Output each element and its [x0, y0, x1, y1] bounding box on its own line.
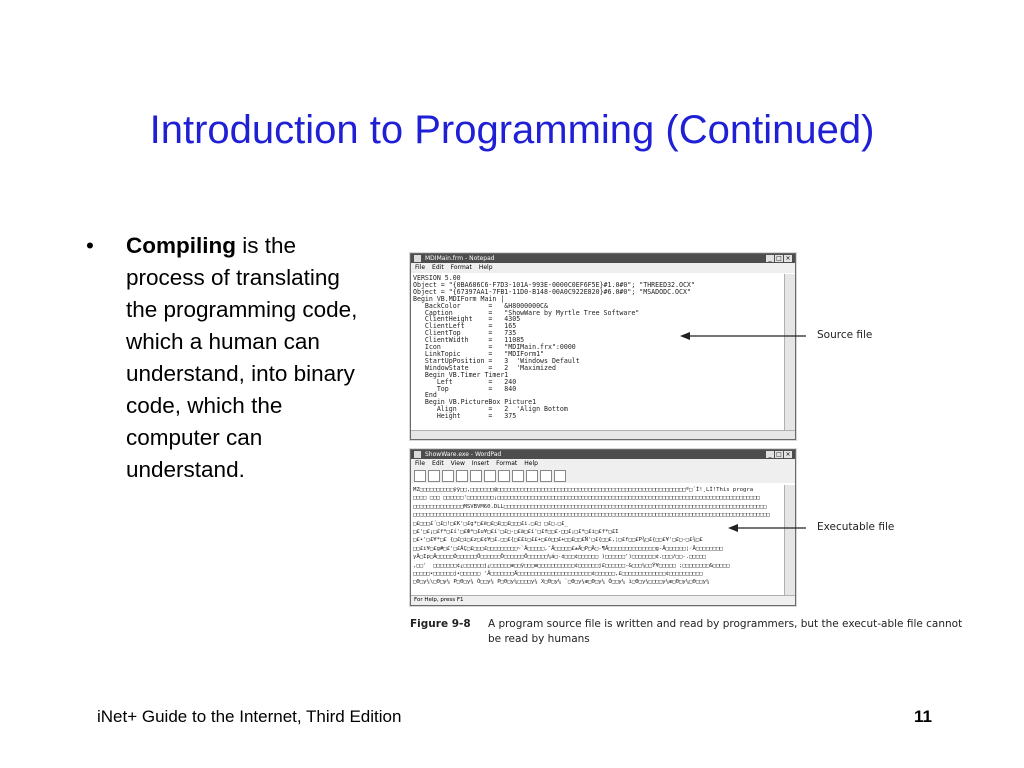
binary-line: □£'□£¡□£f*□£í'□£Ф*□£u¥□£í'□£□-□£ä□£í'□£f□□£-□□£¡□£*□£i□£f*□£I [413, 529, 619, 536]
source-code-line: Begin VB.MDIForm Main | [413, 294, 505, 303]
menu-help[interactable]: Help [524, 460, 538, 467]
menu-file[interactable]: File [415, 460, 426, 467]
source-code-line: End [413, 391, 437, 400]
menu-edit[interactable]: Edit [432, 460, 444, 467]
source-code-line: WindowState = 2 'Maximized [413, 363, 556, 372]
wordpad-status-bar: For Help, press F1 [411, 595, 795, 605]
menu-format[interactable]: Format [450, 264, 472, 271]
binary-line: □£□□□£´□£□!□£K'□£g*□£ë□£□£□□£□□□£i.□£□ □£□.□£_ [413, 520, 568, 527]
menu-help[interactable]: Help [478, 264, 493, 271]
binary-line: □£•'□£¥*□£ {□£□i□£z□£¢¥□£.□□£{□££i□££+□£ó□□£+□□£□□£Ñ'□£{□□£,¦□£f□□£P¾□£{□□£¥'□£□-□£¾□£ [413, 537, 703, 544]
source-code-line: Left = 240 [413, 377, 517, 386]
notepad-title: MDIMain.frm - Notepad [425, 255, 495, 262]
source-code-line: Begin VB.Timer Timer1 [413, 370, 509, 379]
source-code-line: ClientLeft = 165 [413, 322, 517, 331]
source-code-line: StartUpPosition = 3 'Windows Default [413, 356, 580, 365]
source-code-line: Top = 840 [413, 384, 517, 393]
menu-view[interactable]: View [450, 460, 465, 467]
source-code-line: ClientTop = 735 [413, 329, 517, 338]
bullet-symbol: • [86, 233, 94, 258]
bullet-term: Compiling [126, 233, 236, 258]
binary-line: □□□□□□□□□□□□□□□MSVBVM60.DLL□□□□□□□□□□□□□□□□□□□□□□□□□□□□□□□□□□□□□□□□□□□□□□□□□□□□□□□□□□□□□□□□□□□□□□□□□□□□□□ [413, 503, 767, 510]
binary-line: □□□□□□□□□□□□□□□□□□□□□□□□□□□□□□□□□□□□□□□□□□□□□□□□□□□□□□□□□□□□□□□□□□□□□□□□□□□□□□□□□□□□□□□□□□□□□□□□□□□□□□□□□□ [413, 512, 770, 519]
binary-line: yÄ□Ip□Ä□□□□□Ó□□□□□□Ö□□□□□□Ö□□□□□□Ö□□□□□□¼á□-¢□□□¢□□□□□□ )□□□□□□')□□□□□□□¢.□□□/□□-.□□□□□ [413, 554, 706, 561]
slide-title: Introduction to Programming (Continued) [149, 108, 875, 152]
footer-text: iNet+ Guide to the Internet, Third Edition [97, 707, 402, 726]
executable-file-callout: Executable file [817, 521, 895, 533]
source-arrowhead-icon [680, 332, 690, 340]
source-code-line: Icon = "MDIMain.frx":0000 [413, 343, 576, 352]
source-code-line: ClientWidth = 11085 [413, 336, 525, 345]
minimize-icon[interactable]: _ [766, 255, 774, 262]
source-code-line: Height = 375 [413, 412, 517, 421]
maximize-icon[interactable]: □ [776, 255, 782, 262]
figure-label: Figure 9-8 [410, 618, 471, 630]
source-file-callout: Source file [817, 329, 873, 341]
source-code-line: ClientHeight = 4305 [413, 315, 521, 324]
source-code-line: Caption = "ShowWare by Myrtle Tree Software" [413, 308, 640, 317]
wordpad-title: ShowWare.exe - WordPad [425, 451, 502, 458]
menu-format[interactable]: Format [496, 460, 518, 467]
menu-insert[interactable]: Insert [471, 460, 490, 467]
binary-line: □□£i¥□£g#□£'□£ÃÇ□£□□□£□□□□□□□□□~`Ä□□□□□,¯Ä□□□□□£±Ä□P□Ä□-¶Ä□□□□□□□□□□□□□□g-Ä□□□□□□¦·Ä□□□□□□□□ [413, 545, 723, 552]
source-code-line: Begin VB.PictureBox Picture1 [413, 398, 537, 407]
binary-line: ,□□' □□□□□□□¢¿□□□□□□j¿□□□□□□æ□□ÿ□□□æ□□□□□□□□□□□¢□□□□□□j£□□□□□□-&□□□¼□□Ý¥□□□□□ ;□□□□□□□□&□□□□□ [413, 562, 730, 569]
binary-line: □□□□ □□□ □□□□□□'□□□□□□□□¡□□□□□□□□□□□□□□□□□□□□□□□□□□□□□□□□□□□□□□□□□□□□□□□□□□□□□□□□□□□□□□□□□□□□□□□□□□□□□□ [413, 495, 760, 502]
source-code-line: Object = "{67397AA1-7FB1-11D0-B148-00A0C922E820}#6.0#0"; "MSADODC.OCX" [413, 287, 691, 296]
figure-caption-text: A program source file is written and read by programmers, but the execut-able file cannot be read by humans [488, 618, 963, 645]
close-icon[interactable]: × [785, 451, 791, 458]
source-code-line: Align = 2 'Align Bottom [413, 405, 568, 414]
bullet-definition: is the process of translating the programming code, which a human can understand, into binary code, which the computer can understand. [126, 233, 358, 482]
executable-arrowhead-icon [728, 524, 738, 532]
source-code-line: Object = "{0BA686C6-F7D3-101A-993E-0000C0EF6F5E}#1.0#0"; "THREED32.OCX" [413, 280, 695, 289]
menu-file[interactable]: File [415, 264, 426, 271]
binary-line: □0□y¼\□0□y¼ P□0□y¼ Ó□□y¼ P□0□y¼□□□□y¼ X□0□y¼ `□0□y¼æ□0□y¼ Ó□□y¼ ì□0□y¼□□□□y¼æ□0□y¼□0□□y¼ [413, 579, 710, 586]
close-icon[interactable]: × [785, 255, 791, 262]
page-number: 11 [914, 707, 932, 726]
menu-edit[interactable]: Edit [432, 264, 444, 271]
maximize-icon[interactable]: □ [776, 451, 782, 458]
binary-line: □□□□□•□□□□□□j•□□□□□□ 'Ä□□□□□□□Ä□□□□□□□□□□□□□□□□□□□□□□¢□□□□□□,£□□□□□□□□□□□□□¢□□□□□□□□□□ [413, 571, 703, 578]
source-code-line: BackColor = &H8000000C& [413, 301, 548, 310]
binary-line: MZ□□□□□□□□□□ÿÿ□□,□□□□□□□@□□□□□□□□□□□□□□□□□□□□□□□□□□□□□□□□□□□□□□□□□□□□□□□□□□□□□□□□º□´Í!¸LÍ!This progra [413, 487, 754, 493]
source-code-line: LinkTopic = "MDIForm1" [413, 349, 545, 358]
minimize-icon[interactable]: _ [766, 451, 774, 458]
source-code-line: VERSION 5.00 [413, 274, 461, 282]
